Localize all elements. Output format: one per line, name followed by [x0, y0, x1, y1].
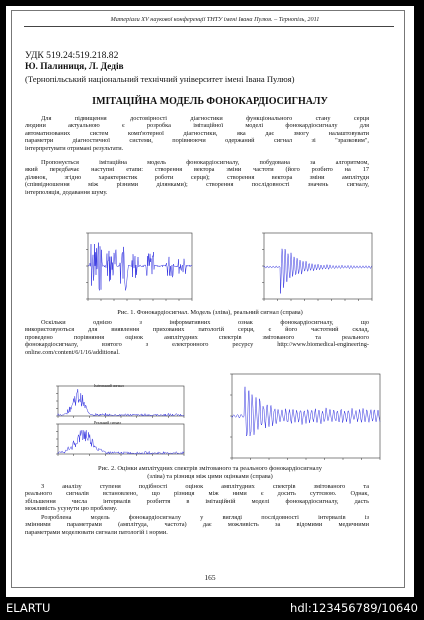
text-line: збільшення числа інтервалів розбиття в імітаційній моделі фонокардіосигналу, дасть: [25, 497, 369, 505]
text-line: ділянок, згідно характеристик роботи серця); створення вектора зміни амплітуди: [25, 173, 369, 181]
figure1-real-plot: [256, 231, 376, 306]
text-line: online.com/content/6/1/16/additional.: [25, 348, 120, 356]
text-line: автоматизованих систем комп'ютерної діагностики, яка дає змогу налаштовувати: [25, 129, 369, 137]
difference-trace: [232, 387, 380, 436]
viewer-footer-bar: [0, 597, 424, 620]
text-line: проведено порівняння оцінок амплітудних спектрів змітованого та реального: [25, 333, 369, 341]
text-line: Для підвищення достовірності діагностики функціонального стану серця: [41, 115, 369, 122]
text-line: параметри діагностичної системи, порівнюючи одержаний сигнал зі "зразковим",: [25, 137, 369, 145]
page-number: 165: [204, 573, 216, 582]
udc-code: УДК 519.24:519.218.82: [25, 50, 119, 61]
text-line: який передбачає наступні етапи: створення вектора зміни частоти (його розбито на 17: [25, 166, 369, 174]
real-spectrum-trace: [58, 430, 184, 454]
paragraph-analysis: [25, 483, 369, 513]
text-line: реального сигналів встановлено, що різниця між ними є досить суттєвою. Однак,: [25, 490, 369, 498]
fig2-bottom-panel-label: Реальний сигнал: [94, 421, 122, 425]
text-line: змінними параметрами (амплітуда, частота) дає можливість за відомими медичними: [25, 521, 369, 529]
paper-title: ІМІТАЦІЙНА МОДЕЛЬ ФОНОКАРДІОСИГНАЛУ: [92, 96, 328, 107]
text-line: використовуються для виявлення прихованих патологій серця, є його частотний склад,: [25, 326, 369, 334]
simulated-spectrum-trace: [58, 389, 184, 416]
text-line: Пропонується імітаційна модель фонокардіосигналу, побудована за алгоритмом,: [41, 159, 369, 166]
plot-frame: [88, 233, 192, 299]
text-line: параметрами моделювати сигнали патологій і норми.: [25, 528, 168, 536]
authors: Ю. Палиниця, Л. Дедів: [25, 62, 124, 72]
paper-page: [6, 6, 414, 597]
figure1-caption: Рис. 1. Фонокардіосигнал. Модель (зліва), реальний сигнал (справа): [117, 309, 303, 316]
footer-repository-label: ELARTU: [6, 601, 51, 615]
text-line: (співвідношення між різними ділянками); створення послідовності значень сигналу,: [25, 181, 369, 189]
text-line: інтерпретувати отримані результати.: [25, 144, 124, 152]
text-line: Оскільки однією з інформативних ознак фонокардіосигналу, що: [41, 319, 369, 326]
real-signal-trace: [264, 249, 372, 294]
text-line: людини актуальною є розробка імітаційної моделі фонокардіосигналу для: [25, 122, 369, 130]
text-line: Розроблена модель фонокардіосигналу у вигляді послідовності інтервалів із: [41, 514, 369, 521]
text-line: можливість усунути цю проблему.: [25, 505, 118, 513]
fig2-top-panel-label: Імітований сигнал: [94, 384, 124, 388]
paragraph-spectrum: [25, 319, 369, 356]
affiliation: (Тернопільський національний технічний університет імені Івана Пулюя): [25, 74, 295, 84]
running-header: Матеріали XV наукової конференції ТНТУ імені Івана Пулюя. – Тернопіль, 2011: [110, 16, 320, 23]
text-line: інтерполяція, додавання шуму.: [25, 188, 108, 196]
figure2-caption-line1: Рис. 2. Оцінки амплітудних спектрів змітованого та реального фонокардіосигналу: [98, 465, 322, 472]
figure1-model-plot: [80, 231, 196, 306]
plot-frame: [58, 386, 184, 416]
text-line: фонокардіосигналу, взятого з електронного ресурсу http://www.biomedical-engineering-: [25, 341, 369, 349]
footer-handle: hdl:123456789/10640: [290, 601, 418, 615]
figure2-difference-plot: [220, 372, 384, 466]
paragraph-algorithm: [25, 159, 369, 196]
figure2-caption-line2: (зліва) та різниця між цими оцінками (справа): [147, 473, 273, 480]
plot-frame: [232, 374, 380, 458]
text-line: З аналізу ступеня подібності оцінок амплітудних спектрів змітованого та: [41, 483, 369, 490]
model-signal-trace: [88, 243, 192, 291]
paragraph-intro: [25, 115, 369, 152]
paragraph-conclusion: [25, 514, 369, 536]
plot-frame: [58, 424, 184, 454]
header-rule: [24, 26, 394, 27]
